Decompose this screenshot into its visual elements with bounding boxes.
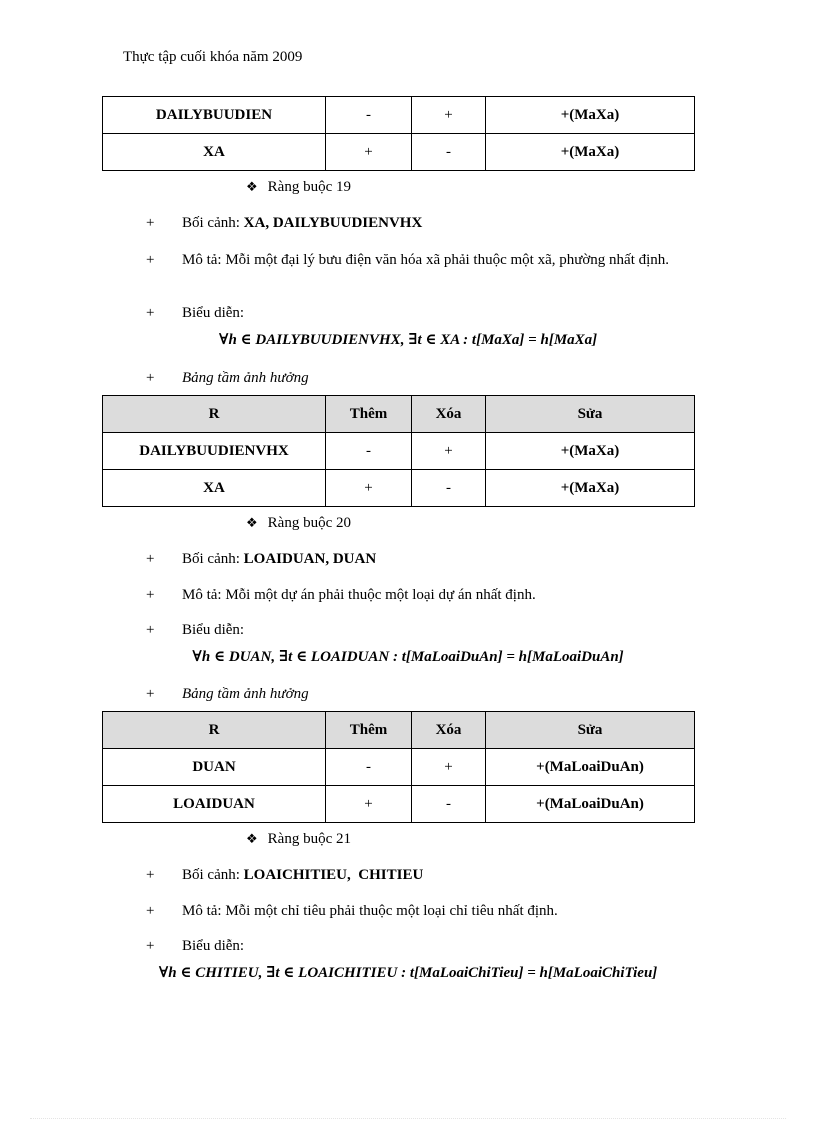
column-header-insert: Thêm	[326, 712, 412, 749]
diamond-bullet-icon: ❖	[246, 180, 258, 195]
constraint-formula: ∀h ∈ CHITIEU, ∃t ∈ LOAICHITIEU : t[MaLoaiChiTieu] = h[MaLoaiChiTieu]	[158, 965, 658, 981]
plus-marker: +	[146, 252, 155, 268]
column-header-insert: Thêm	[326, 396, 412, 433]
table-cell-update: +(MaXa)	[486, 134, 695, 171]
description-label: Mô tả:	[182, 587, 222, 603]
page-bottom-divider	[30, 1118, 786, 1119]
representation-label: Biểu diễn:	[182, 305, 245, 321]
context-value: LOAICHITIEU, CHITIEU	[243, 867, 424, 883]
table-row	[103, 134, 695, 171]
column-header-relation: R	[103, 712, 326, 749]
column-header-update: Sửa	[486, 396, 695, 433]
context-line	[182, 867, 423, 884]
influence-table-19	[102, 395, 695, 507]
column-header-delete: Xóa	[412, 396, 486, 433]
constraint-19-heading	[246, 179, 351, 196]
context-label: Bối cảnh:	[182, 867, 240, 883]
table-cell-delete: +	[412, 97, 486, 134]
context-label: Bối cảnh:	[182, 551, 240, 567]
plus-marker: +	[146, 551, 155, 567]
influence-table-label: Bảng tầm ảnh hưởng	[182, 686, 309, 702]
context-line	[182, 551, 376, 568]
influence-table-20	[102, 711, 695, 823]
description-line	[182, 587, 536, 604]
table-cell-delete: -	[412, 470, 486, 507]
table-cell-relation: LOAIDUAN	[103, 786, 326, 823]
table-cell-insert: -	[326, 749, 412, 786]
representation-label: Biểu diễn:	[182, 938, 245, 954]
table-cell-insert: -	[326, 97, 412, 134]
description-line	[182, 903, 558, 920]
representation-label: Biểu diễn:	[182, 622, 245, 638]
context-value: LOAIDUAN, DUAN	[243, 551, 377, 567]
plus-marker: +	[146, 938, 155, 954]
table-cell-update: +(MaXa)	[486, 470, 695, 507]
table-cell-insert: +	[326, 786, 412, 823]
table-header-row	[103, 712, 695, 749]
table-row	[103, 97, 695, 134]
constraint-title: Ràng buộc 19	[267, 179, 351, 195]
table-row	[103, 433, 695, 470]
table-cell-update: +(MaXa)	[486, 433, 695, 470]
influence-table-continued	[102, 96, 695, 171]
table-cell-relation: DAILYBUUDIENVHX	[103, 433, 326, 470]
description-label: Mô tả:	[182, 903, 222, 919]
plus-marker: +	[146, 370, 155, 386]
table-cell-update: +(MaLoaiDuAn)	[486, 786, 695, 823]
description-text: Mỗi một chỉ tiêu phải thuộc một loại chỉ tiêu nhất định.	[225, 903, 558, 919]
table-cell-relation: XA	[103, 470, 326, 507]
plus-marker: +	[146, 305, 155, 321]
constraint-21-heading	[246, 831, 351, 848]
plus-marker: +	[146, 867, 155, 883]
plus-marker: +	[146, 622, 155, 638]
table-cell-insert: -	[326, 433, 412, 470]
table-row	[103, 786, 695, 823]
table-cell-insert: +	[326, 134, 412, 171]
description-text: Mỗi một dự án phải thuộc một loại dự án nhất định.	[225, 587, 536, 603]
plus-marker: +	[146, 903, 155, 919]
table-cell-update: +(MaXa)	[486, 97, 695, 134]
table-row	[103, 749, 695, 786]
description-paragraph	[146, 251, 678, 270]
diamond-bullet-icon: ❖	[246, 516, 258, 531]
table-cell-relation: DUAN	[103, 749, 326, 786]
constraint-title: Ràng buộc 21	[267, 831, 351, 847]
column-header-update: Sửa	[486, 712, 695, 749]
table-cell-delete: +	[412, 433, 486, 470]
table-cell-update: +(MaLoaiDuAn)	[486, 749, 695, 786]
table-cell-insert: +	[326, 470, 412, 507]
constraint-title: Ràng buộc 20	[267, 515, 351, 531]
plus-marker: +	[146, 215, 155, 231]
context-line	[182, 215, 422, 232]
plus-marker: +	[146, 686, 155, 702]
table-header-row	[103, 396, 695, 433]
constraint-20-heading	[246, 515, 351, 532]
constraint-formula: ∀h ∈ DAILYBUUDIENVHX, ∃t ∈ XA : t[MaXa] = h[MaXa]	[218, 332, 598, 348]
column-header-delete: Xóa	[412, 712, 486, 749]
description-label: Mô tả:	[182, 252, 222, 268]
column-header-relation: R	[103, 396, 326, 433]
influence-table-label: Bảng tầm ảnh hưởng	[182, 370, 309, 386]
table-row	[103, 470, 695, 507]
page-header: Thực tập cuối khóa năm 2009	[123, 49, 303, 65]
plus-marker: +	[146, 587, 155, 603]
context-label: Bối cảnh:	[182, 215, 240, 231]
description-text: Mỗi một đại lý bưu điện văn hóa xã phải thuộc một xã, phường nhất định.	[225, 252, 670, 268]
table-cell-relation: XA	[103, 134, 326, 171]
context-value: XA, DAILYBUUDIENVHX	[243, 215, 423, 231]
diamond-bullet-icon: ❖	[246, 832, 258, 847]
table-cell-delete: -	[412, 134, 486, 171]
table-cell-relation: DAILYBUUDIEN	[103, 97, 326, 134]
constraint-formula: ∀h ∈ DUAN, ∃t ∈ LOAIDUAN : t[MaLoaiDuAn] = h[MaLoaiDuAn]	[192, 649, 624, 665]
table-cell-delete: -	[412, 786, 486, 823]
table-cell-delete: +	[412, 749, 486, 786]
